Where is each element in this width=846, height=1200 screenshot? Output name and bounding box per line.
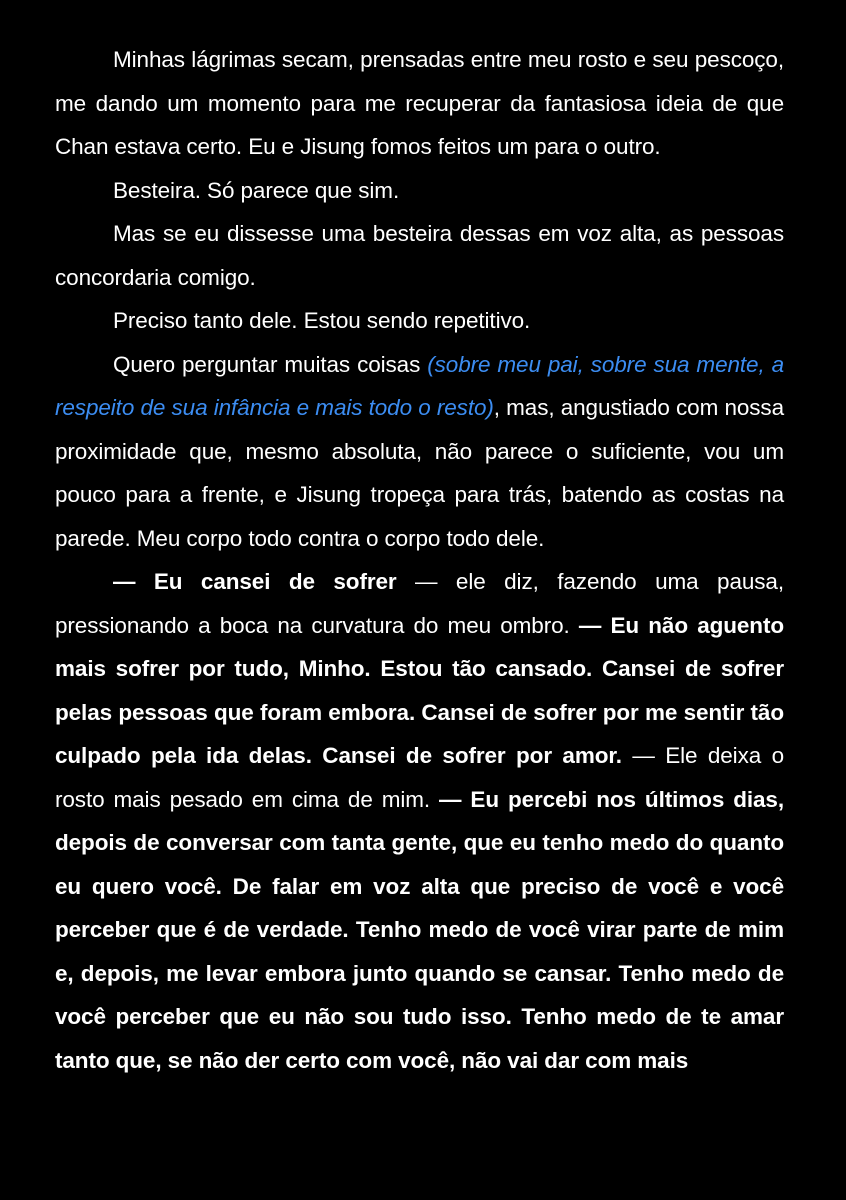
dialogue-line: — Eu cansei de sofrer <box>113 569 397 594</box>
paragraph-2 <box>55 169 784 213</box>
dialogue-line: — Eu não aguento mais sofrer por tudo, Minho. Estou tão cansado. Cansei de sofrer pelas pessoas que foram embora. Cansei de sofrer por me sentir tão culpado pela ida delas. Cansei de sofrer por amor. <box>55 612 784 768</box>
paragraph-3 <box>55 212 784 299</box>
text-run: Quero perguntar muitas coisas <box>113 351 428 377</box>
text-run: Minhas lágrimas secam, prensadas entre meu rosto e seu pescoço, me dando um momento para me recuperar da fantasiosa ideia de que Chan estava certo. Eu e Jisung fomos feitos um para o outro. <box>55 47 784 159</box>
paragraph-6-dialogue <box>55 560 784 1082</box>
text-run: Preciso tanto dele. Estou sendo repetitivo. <box>113 308 531 333</box>
paragraph-4 <box>55 299 784 343</box>
paragraph-1 <box>55 38 784 169</box>
highlighted-aside: (sobre meu pai, sobre sua mente, a respeito de sua infância e mais todo o resto) <box>55 351 785 420</box>
narration-run: — ele diz, fazendo uma pausa, pressionando a boca na curvatura do meu ombro. <box>55 569 784 638</box>
book-page <box>55 38 784 1082</box>
text-run: Besteira. Só parece que sim. <box>113 177 400 203</box>
narration-run: — Ele deixa o rosto mais pesado em cima de mim. <box>55 743 784 812</box>
paragraph-5 <box>55 343 784 561</box>
dialogue-line: — Eu percebi nos últimos dias, depois de conversar com tanta gente, que eu tenho medo do quanto eu quero você. De falar em voz alta que preciso de você e você perceber que é de verdade. Tenho medo de você virar parte de mim e, depois, me levar embora junto quando se cansar. Tenho medo de você perceber que eu não sou tudo isso. Tenho medo de te amar tanto que, se não der certo com você, não vai dar com mais <box>55 786 784 1073</box>
text-run: Mas se eu dissesse uma besteira dessas em voz alta, as pessoas concordaria comigo. <box>55 221 784 290</box>
text-run: , mas, angustiado com nossa proximidade que, mesmo absoluta, não parece o suficiente, vou um pouco para a frente, e Jisung tropeça para trás, batendo as costas na parede. Meu corpo todo contra o corpo todo dele. <box>55 395 784 551</box>
